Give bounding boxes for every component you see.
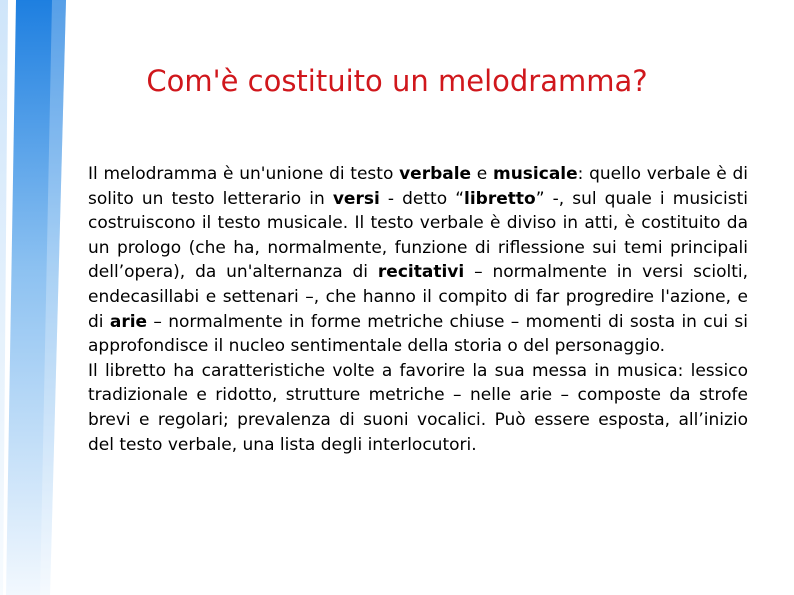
text-run: Il libretto ha caratteristiche volte a favorire la sua messa in musica: lessico tradizionale e ridotto, strutture metriche – nelle arie – composte da strofe brevi e regolari; prevalenza di suoni vocalici. Può essere esposta, all’inizio del testo verbale, una lista degli interlocutori. bbox=[88, 360, 748, 455]
body-paragraph-2 bbox=[88, 359, 748, 457]
text-run: – normalmente in forme metriche chiuse – momenti di sosta in cui si approfondisce il nucleo sentimentale della storia o del personaggio. bbox=[88, 311, 749, 357]
text-run: - detto “ bbox=[379, 188, 465, 209]
bold-keyword: arie bbox=[109, 311, 148, 332]
bold-keyword: libretto bbox=[464, 188, 536, 209]
slide-body bbox=[88, 162, 748, 457]
body-paragraph-1 bbox=[88, 162, 748, 359]
text-run: Il melodramma è un'unione di testo bbox=[88, 164, 400, 184]
slide-title: Com'è costituito un melodramma? bbox=[146, 64, 648, 98]
text-run: : quello verbale è di solito un testo letterario in bbox=[88, 164, 748, 209]
text-run: e bbox=[471, 164, 493, 184]
text-run: ” -, sul quale i musicisti costruiscono il testo musicale. Il testo verbale è diviso in atti, è costituito da un prologo (che ha, normalmente, funzione di riflessione sui temi principali dell’opera), da un'alternanza di bbox=[88, 188, 748, 283]
bold-keyword: musicale bbox=[492, 164, 578, 184]
bold-keyword: versi bbox=[332, 188, 380, 209]
bold-keyword: verbale bbox=[399, 164, 472, 184]
text-run: – normalmente in versi sciolti, endecasillabi e settenari –, che hanno il compito di far progredire l'azione, e di bbox=[88, 262, 748, 332]
bold-keyword: recitativi bbox=[377, 262, 465, 283]
